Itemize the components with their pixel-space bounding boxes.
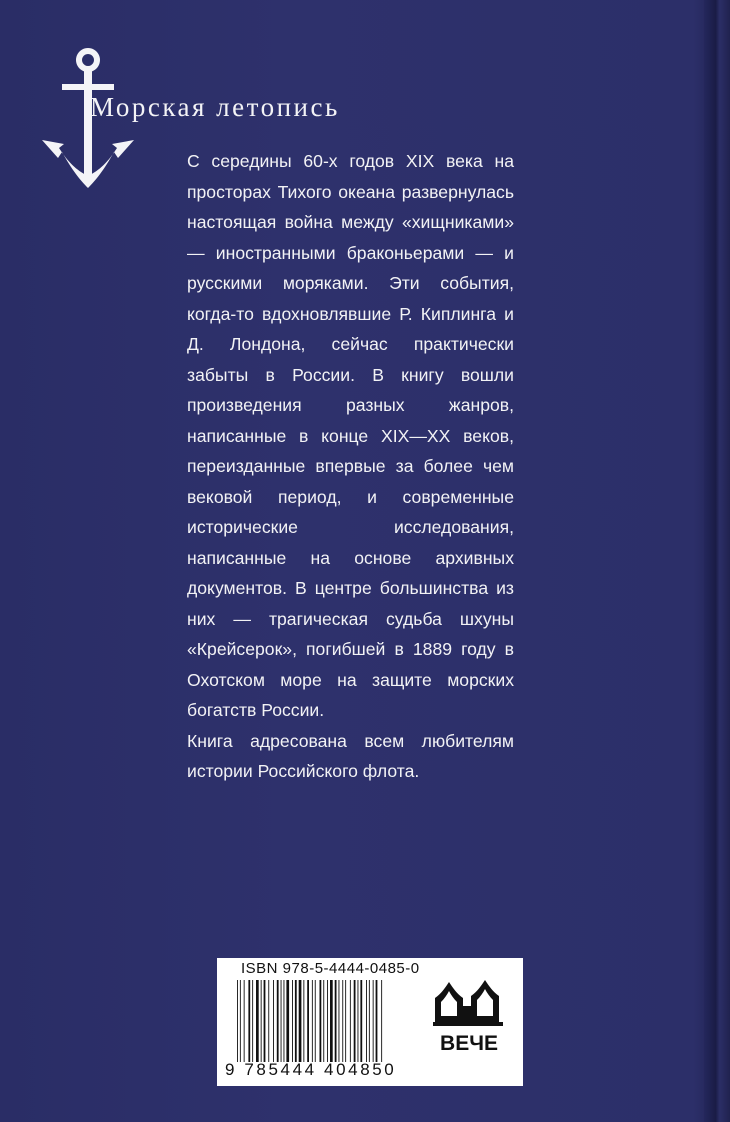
barcode-bar: [381, 980, 382, 1062]
publisher-logo: [427, 976, 511, 1068]
barcode-bar: [369, 980, 370, 1062]
barcode-bar: [339, 980, 340, 1062]
barcode-bar: [327, 980, 328, 1062]
barcode-bar: [284, 980, 285, 1062]
publisher-logo-text: ВЕЧЕ: [440, 1032, 498, 1055]
barcode-panel: [217, 958, 523, 1086]
barcode-bar: [277, 980, 279, 1062]
barcode-bar: [376, 980, 378, 1062]
barcode-bar: [268, 980, 269, 1062]
barcode-bar: [252, 980, 253, 1062]
barcode-bar: [354, 980, 356, 1062]
barcode-bar: [358, 980, 359, 1062]
barcode-bar: [342, 980, 343, 1062]
annotation-paragraph: С середины 60-х годов XIX века на просторах Тихого океана развернулась настоящая война между «хищниками» — иностранными браконьерами — и русскими моряками. Эти события, когда-то вдохновлявшие Р. Киплинга и Д. Лондона, сейчас практически забыты в России. В книгу вошли произведения разных жанров, написанные в конце XIX—XX веков, переизданные впервые за более чем вековой период, и современные исторические исследования, написанные на основе архивных документов. В центре большинства из них — трагическая судьба шхуны «Крейсерок», погибшей в 1889 году в Охотском море на защите морских богатств России.: [187, 151, 514, 720]
barcode-bar: [360, 980, 362, 1062]
barcode-bar: [244, 980, 245, 1062]
barcode-bar: [286, 980, 289, 1062]
barcode-bar: [248, 980, 250, 1062]
barcode-bar: [256, 980, 259, 1062]
barcode-bar: [366, 980, 367, 1062]
barcode-bar: [330, 980, 333, 1062]
barcode-bar: [281, 980, 282, 1062]
barcode: [236, 980, 404, 1062]
barcode-bar: [264, 980, 266, 1062]
barcode-bar: [295, 980, 297, 1062]
series-title: Морская летопись: [90, 92, 340, 122]
barcode-bar: [320, 980, 322, 1062]
barcode-bar: [303, 980, 304, 1062]
isbn-label: ISBN 978-5-4444-0485-0: [241, 960, 420, 977]
barcode-bar: [350, 980, 351, 1062]
barcode-bar: [323, 980, 324, 1062]
barcode-bar: [292, 980, 293, 1062]
book-annotation: [187, 146, 514, 787]
barcode-bar: [299, 980, 302, 1062]
barcode-bar: [261, 980, 262, 1062]
barcode-bar: [345, 980, 346, 1062]
barcode-bar: [373, 980, 374, 1062]
barcode-bar: [237, 980, 238, 1062]
spine-edge: [704, 0, 730, 1122]
barcode-bar: [273, 980, 274, 1062]
barcode-digits: 9 785444 404850: [225, 1060, 397, 1079]
barcode-bar: [312, 980, 313, 1062]
annotation-paragraph: Книга адресована всем любителям истории Российского флота.: [187, 730, 514, 781]
barcode-bar: [307, 980, 309, 1062]
barcode-bar: [240, 980, 241, 1062]
barcode-bar: [315, 980, 316, 1062]
barcode-bar: [335, 980, 337, 1062]
